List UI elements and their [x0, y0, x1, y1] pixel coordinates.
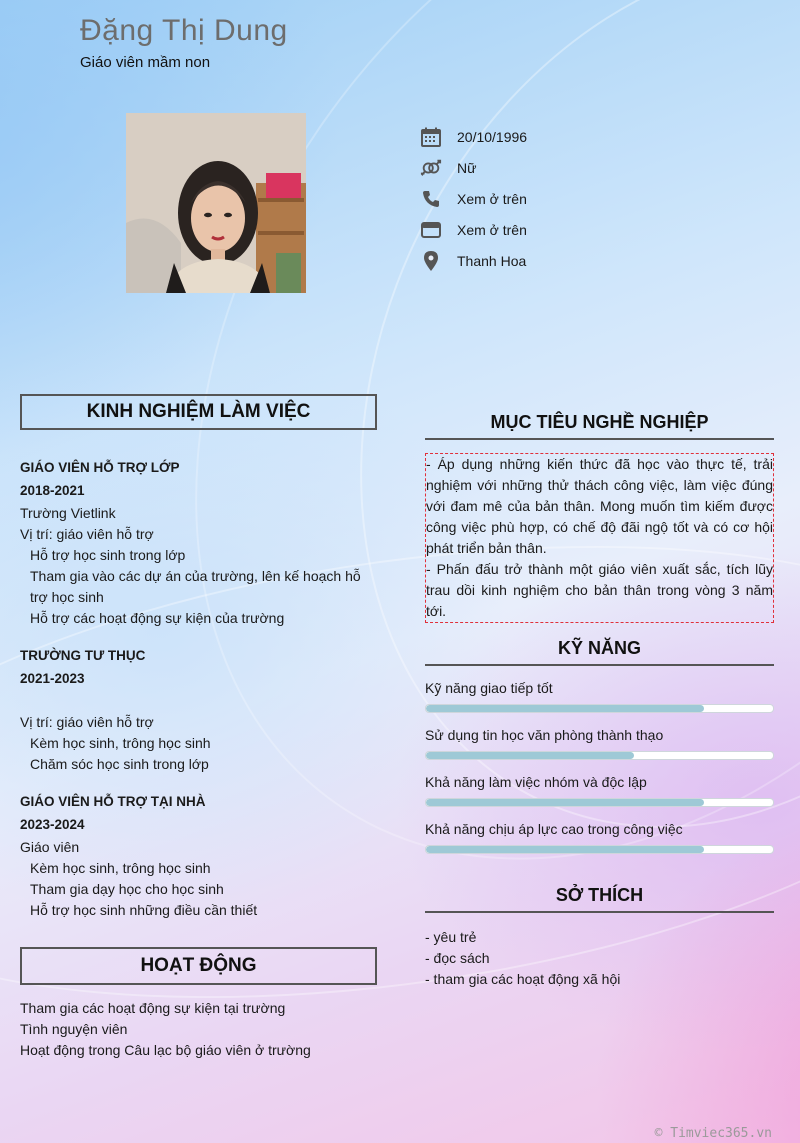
skill-bar [425, 798, 774, 807]
activities-section [20, 947, 377, 1061]
activities-list [20, 998, 377, 1061]
watermark: © Timviec365.vn [654, 1126, 772, 1141]
job-task: Hỗ trợ học sinh những điều cần thiết [30, 902, 258, 918]
job-position: Vị trí: giáo viên hỗ trợ [20, 526, 154, 542]
skills-section [425, 638, 774, 854]
skill-bar [425, 845, 774, 854]
job-position: Vị trí: giáo viên hỗ trợ [20, 714, 154, 730]
objective-text [425, 453, 774, 623]
job-role: GIÁO VIÊN HỖ TRỢ TẠI NHÀ [20, 794, 206, 809]
objective-line: - Áp dụng những kiến thức đã học vào thực tế, trải nghiệm với những thử thách công việc, làm việc đúng với đam mê của bản thân. Mong muốn tìm kiếm được công việc phù hợp, có chế độ đãi ngộ tốt và có cơ hội phát triển bản thân. [426, 456, 773, 556]
skill-bar-fill [426, 846, 704, 853]
skills-title: KỸ NĂNG [425, 638, 774, 666]
location-value: Thanh Hoa [457, 252, 527, 269]
activity-item: Tham gia các hoạt động sự kiện tại trường [20, 1000, 286, 1016]
job-task: Chăm sóc học sinh trong lớp [30, 756, 209, 772]
birthday-value: 20/10/1996 [457, 128, 528, 145]
gender-value: Nữ [457, 159, 477, 176]
job-item [20, 645, 377, 775]
email-row [420, 214, 527, 245]
cv-name: Đặng Thị Dung [80, 14, 288, 47]
skill-name: Kỹ năng giao tiếp tốt [425, 680, 553, 696]
email-value: Xem ở trên [457, 221, 527, 238]
job-item [20, 791, 377, 921]
location-row [420, 245, 527, 276]
hobby-item: - tham gia các hoạt động xã hội [425, 971, 621, 987]
gender-row [420, 152, 527, 183]
job-role: TRƯỜNG TƯ THỤC [20, 648, 146, 663]
activity-item: Tình nguyện viên [20, 1021, 128, 1037]
experience-section [20, 394, 377, 921]
skills-list [425, 680, 774, 854]
job-item [20, 457, 377, 629]
skill-name: Khả năng làm việc nhóm và độc lập [425, 774, 647, 790]
hobby-item: - đọc sách [425, 950, 490, 966]
cv-job-title: Giáo viên mầm non [80, 54, 211, 71]
job-task: Kèm học sinh, trông học sinh [30, 860, 211, 876]
job-task: Hỗ trợ các hoạt động sự kiện của trường [30, 610, 285, 626]
phone-value: Xem ở trên [457, 190, 527, 207]
profile-photo [126, 113, 306, 293]
skill-bar [425, 704, 774, 713]
hobbies-list [425, 927, 774, 990]
activities-title: HOẠT ĐỘNG [20, 947, 377, 985]
gender-icon [420, 157, 442, 179]
hobby-item: - yêu trẻ [425, 929, 477, 945]
skill-name: Khả năng chịu áp lực cao trong công việc [425, 821, 683, 837]
job-years: 2023-2024 [20, 817, 85, 832]
objective-title: MỤC TIÊU NGHỀ NGHIỆP [425, 412, 774, 440]
skill-bar [425, 751, 774, 760]
skill-bar-fill [426, 752, 634, 759]
objective-line: - Phấn đấu trở thành một giáo viên xuất sắc, tích lũy trau dồi kinh nghiệm cho bản thân trong vòng 3 năm tới. [426, 561, 773, 619]
job-company: Giáo viên [20, 839, 80, 855]
objective-section [425, 412, 774, 623]
job-company [20, 691, 377, 712]
contact-info-list [420, 121, 527, 276]
activity-item: Hoạt động trong Câu lạc bộ giáo viên ở trường [20, 1042, 311, 1058]
job-task: Tham gia vào các dự án của trường, lên kế hoạch hỗ trợ học sinh [30, 568, 361, 605]
phone-row [420, 183, 527, 214]
skill-bar-fill [426, 705, 704, 712]
email-icon [420, 219, 442, 241]
job-task: Hỗ trợ học sinh trong lớp [30, 547, 186, 563]
location-icon [420, 250, 442, 272]
job-years: 2021-2023 [20, 671, 85, 686]
job-years: 2018-2021 [20, 483, 85, 498]
calendar-icon [420, 126, 442, 148]
experience-title: KINH NGHIỆM LÀM VIỆC [20, 394, 377, 430]
skill-bar-fill [426, 799, 704, 806]
skill-name: Sử dụng tin học văn phòng thành thạo [425, 727, 664, 743]
birthday-row [420, 121, 527, 152]
job-task: Kèm học sinh, trông học sinh [30, 735, 211, 751]
hobbies-section [425, 885, 774, 990]
job-task: Tham gia dạy học cho học sinh [30, 881, 224, 897]
phone-icon [420, 188, 442, 210]
job-role: GIÁO VIÊN HỖ TRỢ LỚP [20, 460, 180, 475]
job-company: Trường Vietlink [20, 505, 116, 521]
hobbies-title: SỞ THÍCH [425, 885, 774, 913]
